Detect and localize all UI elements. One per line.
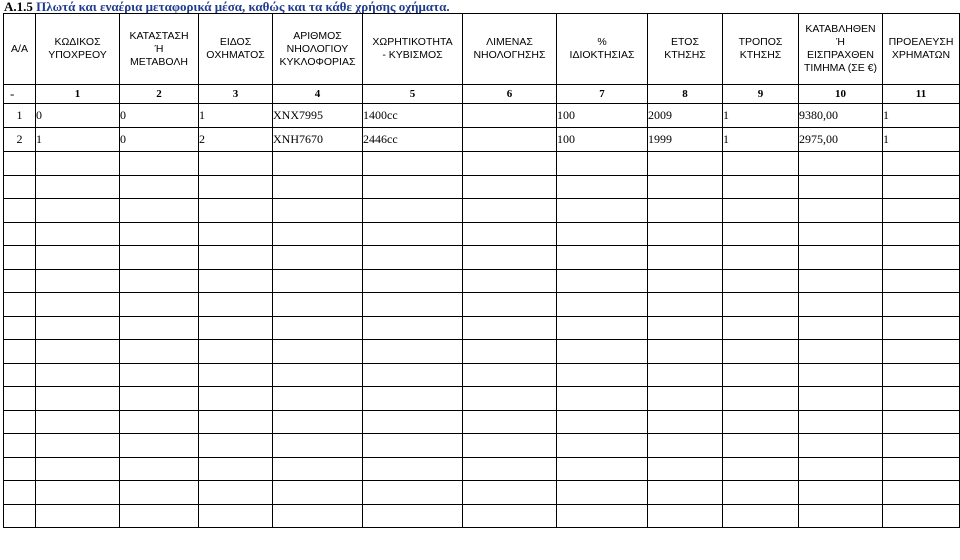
form-section-title xyxy=(4,0,450,14)
table-cell[interactable]: ΧΝΗ7670 xyxy=(273,128,363,152)
empty-cell[interactable] xyxy=(273,434,363,458)
empty-cell[interactable] xyxy=(36,363,120,387)
empty-cell[interactable] xyxy=(463,340,557,364)
empty-cell[interactable] xyxy=(36,246,120,270)
empty-cell[interactable] xyxy=(799,363,883,387)
empty-cell[interactable] xyxy=(723,293,799,317)
column-header-line: ΧΩΡΗΤΙΚΟΤΗΤΑ xyxy=(372,36,453,48)
table-cell[interactable] xyxy=(463,104,557,128)
column-header-line: Α/Α xyxy=(11,42,28,55)
column-header-line: ΚΑΤΑΒΛΗΘΕΝ xyxy=(805,23,876,35)
empty-cell[interactable] xyxy=(799,457,883,481)
empty-cell[interactable] xyxy=(4,363,36,387)
empty-cell[interactable] xyxy=(273,410,363,434)
empty-cell[interactable] xyxy=(723,316,799,340)
table-cell[interactable]: 1 xyxy=(883,128,960,152)
empty-cell[interactable] xyxy=(557,293,648,317)
column-header-line: ΧΡΗΜΑΤΩΝ xyxy=(891,49,951,61)
table-cell[interactable]: 1999 xyxy=(648,128,723,152)
empty-cell[interactable] xyxy=(557,269,648,293)
empty-cell[interactable] xyxy=(4,222,36,246)
empty-cell[interactable] xyxy=(463,293,557,317)
empty-cell[interactable] xyxy=(723,246,799,270)
column-header xyxy=(273,14,363,85)
empty-table-row xyxy=(4,340,960,364)
empty-cell[interactable] xyxy=(883,504,960,528)
empty-cell[interactable] xyxy=(273,222,363,246)
empty-cell[interactable] xyxy=(36,481,120,505)
empty-table-row xyxy=(4,434,960,458)
table-cell[interactable]: 1 xyxy=(36,128,120,152)
column-header-line: - ΚΥΒΙΣΜΟΣ xyxy=(382,49,443,61)
column-header-line: ΑΡΙΘΜΟΣ xyxy=(293,29,342,42)
empty-cell[interactable] xyxy=(120,246,199,270)
empty-cell[interactable] xyxy=(120,457,199,481)
empty-cell[interactable] xyxy=(363,434,463,458)
column-header xyxy=(723,14,799,85)
empty-cell[interactable] xyxy=(120,340,199,364)
empty-table-row xyxy=(4,363,960,387)
empty-cell[interactable] xyxy=(363,269,463,293)
empty-cell[interactable] xyxy=(4,504,36,528)
empty-cell[interactable] xyxy=(363,481,463,505)
empty-cell[interactable] xyxy=(557,199,648,223)
empty-cell[interactable] xyxy=(723,410,799,434)
empty-table-row xyxy=(4,410,960,434)
empty-cell[interactable] xyxy=(648,152,723,176)
column-header-line: ΚΑΤΑΣΤΑΣΗ xyxy=(129,29,189,42)
table-cell[interactable]: 100 xyxy=(557,104,648,128)
empty-cell[interactable] xyxy=(120,410,199,434)
empty-cell[interactable] xyxy=(199,387,273,411)
empty-cell[interactable] xyxy=(363,340,463,364)
empty-cell[interactable] xyxy=(120,269,199,293)
empty-cell[interactable] xyxy=(4,340,36,364)
table-cell[interactable]: 2009 xyxy=(648,104,723,128)
empty-table-row xyxy=(4,152,960,176)
empty-cell[interactable] xyxy=(273,199,363,223)
empty-cell[interactable] xyxy=(463,457,557,481)
empty-cell[interactable] xyxy=(120,152,199,176)
column-header xyxy=(883,14,960,85)
column-header xyxy=(463,14,557,85)
empty-cell[interactable] xyxy=(648,222,723,246)
empty-cell[interactable] xyxy=(799,504,883,528)
empty-cell[interactable] xyxy=(463,152,557,176)
column-number: 9 xyxy=(723,85,799,104)
table-cell[interactable]: 9380,00 xyxy=(799,104,883,128)
empty-cell[interactable] xyxy=(648,410,723,434)
empty-cell[interactable] xyxy=(120,434,199,458)
table-cell[interactable]: 1400cc xyxy=(363,104,463,128)
column-header xyxy=(799,14,883,85)
column-number: 2 xyxy=(120,85,199,104)
empty-cell[interactable] xyxy=(883,152,960,176)
empty-cell[interactable] xyxy=(799,152,883,176)
table-cell[interactable]: 2 xyxy=(4,128,36,152)
empty-cell[interactable] xyxy=(273,293,363,317)
empty-cell[interactable] xyxy=(199,457,273,481)
empty-cell[interactable] xyxy=(273,175,363,199)
empty-cell[interactable] xyxy=(363,246,463,270)
empty-table-row xyxy=(4,222,960,246)
empty-cell[interactable] xyxy=(463,363,557,387)
table-row xyxy=(4,104,960,128)
empty-cell[interactable] xyxy=(273,481,363,505)
empty-cell[interactable] xyxy=(799,293,883,317)
empty-cell[interactable] xyxy=(199,481,273,505)
column-header xyxy=(36,14,120,85)
empty-cell[interactable] xyxy=(463,222,557,246)
column-header xyxy=(648,14,723,85)
empty-cell[interactable] xyxy=(199,152,273,176)
empty-cell[interactable] xyxy=(4,410,36,434)
empty-cell[interactable] xyxy=(36,316,120,340)
empty-cell[interactable] xyxy=(363,199,463,223)
empty-cell[interactable] xyxy=(199,410,273,434)
empty-cell[interactable] xyxy=(36,387,120,411)
empty-cell[interactable] xyxy=(363,457,463,481)
empty-cell[interactable] xyxy=(799,434,883,458)
empty-cell[interactable] xyxy=(363,293,463,317)
column-header-line: ΜΕΤΑΒΟΛΗ xyxy=(130,55,188,68)
empty-cell[interactable] xyxy=(120,363,199,387)
column-header-line: ΕΙΔΟΣ xyxy=(219,36,252,48)
empty-cell[interactable] xyxy=(4,152,36,176)
empty-cell[interactable] xyxy=(648,340,723,364)
empty-cell[interactable] xyxy=(199,316,273,340)
empty-cell[interactable] xyxy=(883,410,960,434)
table-cell[interactable]: 1 xyxy=(199,104,273,128)
empty-cell[interactable] xyxy=(557,340,648,364)
empty-cell[interactable] xyxy=(463,481,557,505)
empty-cell[interactable] xyxy=(199,269,273,293)
column-header xyxy=(199,14,273,85)
empty-cell[interactable] xyxy=(648,387,723,411)
empty-cell[interactable] xyxy=(557,387,648,411)
empty-cell[interactable] xyxy=(883,293,960,317)
empty-cell[interactable] xyxy=(273,457,363,481)
empty-cell[interactable] xyxy=(36,340,120,364)
empty-cell[interactable] xyxy=(648,246,723,270)
column-header xyxy=(557,14,648,85)
empty-table-row xyxy=(4,387,960,411)
table-cell[interactable]: 2975,00 xyxy=(799,128,883,152)
empty-cell[interactable] xyxy=(557,481,648,505)
empty-cell[interactable] xyxy=(36,175,120,199)
empty-cell[interactable] xyxy=(883,434,960,458)
column-number: 6 xyxy=(463,85,557,104)
empty-table-row xyxy=(4,269,960,293)
empty-cell[interactable] xyxy=(463,434,557,458)
column-header-line: ΤΙΜΗΜΑ (ΣΕ €) xyxy=(804,62,877,74)
empty-cell[interactable] xyxy=(36,457,120,481)
empty-cell[interactable] xyxy=(557,457,648,481)
empty-cell[interactable] xyxy=(273,269,363,293)
column-header-line: ΝΗΟΛΟΓΙΟΥ xyxy=(286,42,349,55)
table-cell[interactable]: 0 xyxy=(120,128,199,152)
column-number: 8 xyxy=(648,85,723,104)
empty-cell[interactable] xyxy=(883,457,960,481)
empty-cell[interactable] xyxy=(199,340,273,364)
empty-table-row xyxy=(4,293,960,317)
column-header-line: ΥΠΟΧΡΕΟΥ xyxy=(48,49,107,61)
section-code: Α.1.5 xyxy=(4,0,33,14)
empty-cell[interactable] xyxy=(363,222,463,246)
empty-cell[interactable] xyxy=(883,387,960,411)
empty-cell[interactable] xyxy=(799,481,883,505)
empty-cell[interactable] xyxy=(120,504,199,528)
column-number: 5 xyxy=(363,85,463,104)
table-cell[interactable]: 1 xyxy=(883,104,960,128)
empty-cell[interactable] xyxy=(463,504,557,528)
empty-cell[interactable] xyxy=(723,457,799,481)
empty-table-row xyxy=(4,246,960,270)
empty-table-row xyxy=(4,199,960,223)
table-cell[interactable]: 2446cc xyxy=(363,128,463,152)
empty-cell[interactable] xyxy=(36,410,120,434)
empty-cell[interactable] xyxy=(723,340,799,364)
table-cell[interactable]: 0 xyxy=(36,104,120,128)
empty-cell[interactable] xyxy=(4,199,36,223)
empty-cell[interactable] xyxy=(799,199,883,223)
empty-cell[interactable] xyxy=(799,387,883,411)
empty-cell[interactable] xyxy=(557,175,648,199)
column-header-line: Ή xyxy=(154,42,164,55)
empty-table-row xyxy=(4,457,960,481)
column-header-line: ΙΔΙΟΚΤΗΣΙΑΣ xyxy=(569,49,635,61)
column-header-line: ΚΩΔΙΚΟΣ xyxy=(54,36,101,48)
empty-cell[interactable] xyxy=(557,434,648,458)
column-header-line: ΤΡΟΠΟΣ xyxy=(738,36,783,48)
empty-cell[interactable] xyxy=(557,246,648,270)
empty-cell[interactable] xyxy=(648,481,723,505)
empty-cell[interactable] xyxy=(648,175,723,199)
column-header-line: ΟΧΗΜΑΤΟΣ xyxy=(206,49,265,61)
empty-table-row xyxy=(4,481,960,505)
empty-cell[interactable] xyxy=(36,222,120,246)
empty-cell[interactable] xyxy=(273,340,363,364)
empty-cell[interactable] xyxy=(557,410,648,434)
empty-cell[interactable] xyxy=(883,363,960,387)
column-number: 4 xyxy=(273,85,363,104)
empty-cell[interactable] xyxy=(648,363,723,387)
empty-cell[interactable] xyxy=(363,387,463,411)
empty-cell[interactable] xyxy=(883,199,960,223)
table-row xyxy=(4,128,960,152)
table-cell[interactable]: 0 xyxy=(120,104,199,128)
column-number: - xyxy=(4,85,36,104)
header-row xyxy=(4,14,960,85)
empty-cell[interactable] xyxy=(723,152,799,176)
empty-cell[interactable] xyxy=(273,316,363,340)
empty-cell[interactable] xyxy=(799,410,883,434)
empty-cell[interactable] xyxy=(799,269,883,293)
column-header xyxy=(120,14,199,85)
empty-cell[interactable] xyxy=(4,457,36,481)
empty-cell[interactable] xyxy=(723,175,799,199)
table-cell[interactable]: 1 xyxy=(723,128,799,152)
empty-cell[interactable] xyxy=(799,316,883,340)
empty-cell[interactable] xyxy=(273,387,363,411)
empty-cell[interactable] xyxy=(648,457,723,481)
empty-cell[interactable] xyxy=(120,481,199,505)
empty-cell[interactable] xyxy=(120,293,199,317)
empty-table-row xyxy=(4,175,960,199)
column-number: 1 xyxy=(36,85,120,104)
empty-cell[interactable] xyxy=(120,175,199,199)
empty-cell[interactable] xyxy=(273,246,363,270)
column-number-row xyxy=(4,85,960,104)
vehicles-table xyxy=(3,13,960,528)
empty-cell[interactable] xyxy=(199,175,273,199)
empty-cell[interactable] xyxy=(723,222,799,246)
empty-cell[interactable] xyxy=(36,293,120,317)
empty-cell[interactable] xyxy=(463,316,557,340)
column-header-line: ΕΤΟΣ xyxy=(671,36,699,48)
section-title-text: Πλωτά και εναέρια μεταφορικά μέσα, καθώς και τα κάθε χρήσης οχήματα. xyxy=(36,0,450,14)
empty-cell[interactable] xyxy=(883,316,960,340)
empty-cell[interactable] xyxy=(120,387,199,411)
table-cell[interactable]: 1 xyxy=(723,104,799,128)
empty-cell[interactable] xyxy=(463,269,557,293)
column-header-line: % xyxy=(597,36,607,48)
column-number: 3 xyxy=(199,85,273,104)
empty-cell[interactable] xyxy=(463,246,557,270)
empty-cell[interactable] xyxy=(648,504,723,528)
empty-cell[interactable] xyxy=(883,222,960,246)
empty-cell[interactable] xyxy=(557,222,648,246)
empty-cell[interactable] xyxy=(557,316,648,340)
empty-cell[interactable] xyxy=(199,434,273,458)
empty-table-row xyxy=(4,316,960,340)
empty-cell[interactable] xyxy=(4,434,36,458)
empty-cell[interactable] xyxy=(463,410,557,434)
column-header-line: ΛΙΜΕΝΑΣ xyxy=(486,36,533,48)
empty-cell[interactable] xyxy=(883,340,960,364)
column-number: 10 xyxy=(799,85,883,104)
empty-cell[interactable] xyxy=(723,504,799,528)
empty-cell[interactable] xyxy=(4,316,36,340)
empty-cell[interactable] xyxy=(363,363,463,387)
empty-cell[interactable] xyxy=(199,293,273,317)
column-header xyxy=(363,14,463,85)
empty-cell[interactable] xyxy=(199,222,273,246)
empty-cell[interactable] xyxy=(648,293,723,317)
empty-cell[interactable] xyxy=(4,246,36,270)
empty-cell[interactable] xyxy=(723,363,799,387)
empty-cell[interactable] xyxy=(799,222,883,246)
empty-cell[interactable] xyxy=(273,152,363,176)
table-cell[interactable] xyxy=(463,128,557,152)
empty-cell[interactable] xyxy=(648,434,723,458)
empty-cell[interactable] xyxy=(648,199,723,223)
empty-cell[interactable] xyxy=(723,481,799,505)
column-header-line: ΚΥΚΛΟΦΟΡΙΑΣ xyxy=(279,55,356,68)
empty-cell[interactable] xyxy=(4,387,36,411)
empty-cell[interactable] xyxy=(199,363,273,387)
empty-cell[interactable] xyxy=(199,199,273,223)
empty-cell[interactable] xyxy=(723,269,799,293)
empty-cell[interactable] xyxy=(36,269,120,293)
empty-cell[interactable] xyxy=(883,269,960,293)
column-header-line: ΝΗΟΛΟΓΗΣΗΣ xyxy=(473,49,546,61)
empty-cell[interactable] xyxy=(557,152,648,176)
empty-cell[interactable] xyxy=(557,504,648,528)
column-header-line: ΕΙΣΠΡΑΧΘΕΝ xyxy=(807,49,874,61)
table-cell[interactable]: 100 xyxy=(557,128,648,152)
empty-cell[interactable] xyxy=(4,269,36,293)
empty-cell[interactable] xyxy=(363,410,463,434)
empty-cell[interactable] xyxy=(883,246,960,270)
column-header-line: ΚΤΗΣΗΣ xyxy=(739,49,782,61)
empty-cell[interactable] xyxy=(363,175,463,199)
empty-cell[interactable] xyxy=(799,340,883,364)
column-number: 11 xyxy=(883,85,960,104)
empty-cell[interactable] xyxy=(883,175,960,199)
table-cell[interactable]: 2 xyxy=(199,128,273,152)
empty-cell[interactable] xyxy=(363,316,463,340)
empty-cell[interactable] xyxy=(4,481,36,505)
empty-cell[interactable] xyxy=(120,222,199,246)
empty-cell[interactable] xyxy=(723,434,799,458)
empty-cell[interactable] xyxy=(648,316,723,340)
empty-cell[interactable] xyxy=(723,199,799,223)
table-cell[interactable]: 1 xyxy=(4,104,36,128)
empty-cell[interactable] xyxy=(36,434,120,458)
empty-cell[interactable] xyxy=(120,316,199,340)
empty-cell[interactable] xyxy=(36,199,120,223)
table-cell[interactable]: ΧΝΧ7995 xyxy=(273,104,363,128)
empty-cell[interactable] xyxy=(463,199,557,223)
empty-cell[interactable] xyxy=(273,504,363,528)
empty-cell[interactable] xyxy=(36,504,120,528)
empty-cell[interactable] xyxy=(557,363,648,387)
empty-cell[interactable] xyxy=(799,175,883,199)
column-header-line: ΚΤΗΣΗΣ xyxy=(664,49,706,61)
empty-cell[interactable] xyxy=(36,152,120,176)
empty-cell[interactable] xyxy=(363,504,463,528)
empty-cell[interactable] xyxy=(463,175,557,199)
empty-cell[interactable] xyxy=(4,175,36,199)
empty-cell[interactable] xyxy=(648,269,723,293)
empty-cell[interactable] xyxy=(463,387,557,411)
empty-cell[interactable] xyxy=(273,363,363,387)
empty-cell[interactable] xyxy=(199,504,273,528)
empty-cell[interactable] xyxy=(120,199,199,223)
empty-cell[interactable] xyxy=(799,246,883,270)
empty-cell[interactable] xyxy=(363,152,463,176)
empty-cell[interactable] xyxy=(883,481,960,505)
empty-cell[interactable] xyxy=(4,293,36,317)
column-header-line: ΠΡΟΕΛΕΥΣΗ xyxy=(888,36,954,48)
empty-cell[interactable] xyxy=(199,246,273,270)
column-number: 7 xyxy=(557,85,648,104)
empty-cell[interactable] xyxy=(723,387,799,411)
column-header xyxy=(4,14,36,85)
empty-table-row xyxy=(4,504,960,528)
column-header-line: Ή xyxy=(836,36,845,48)
